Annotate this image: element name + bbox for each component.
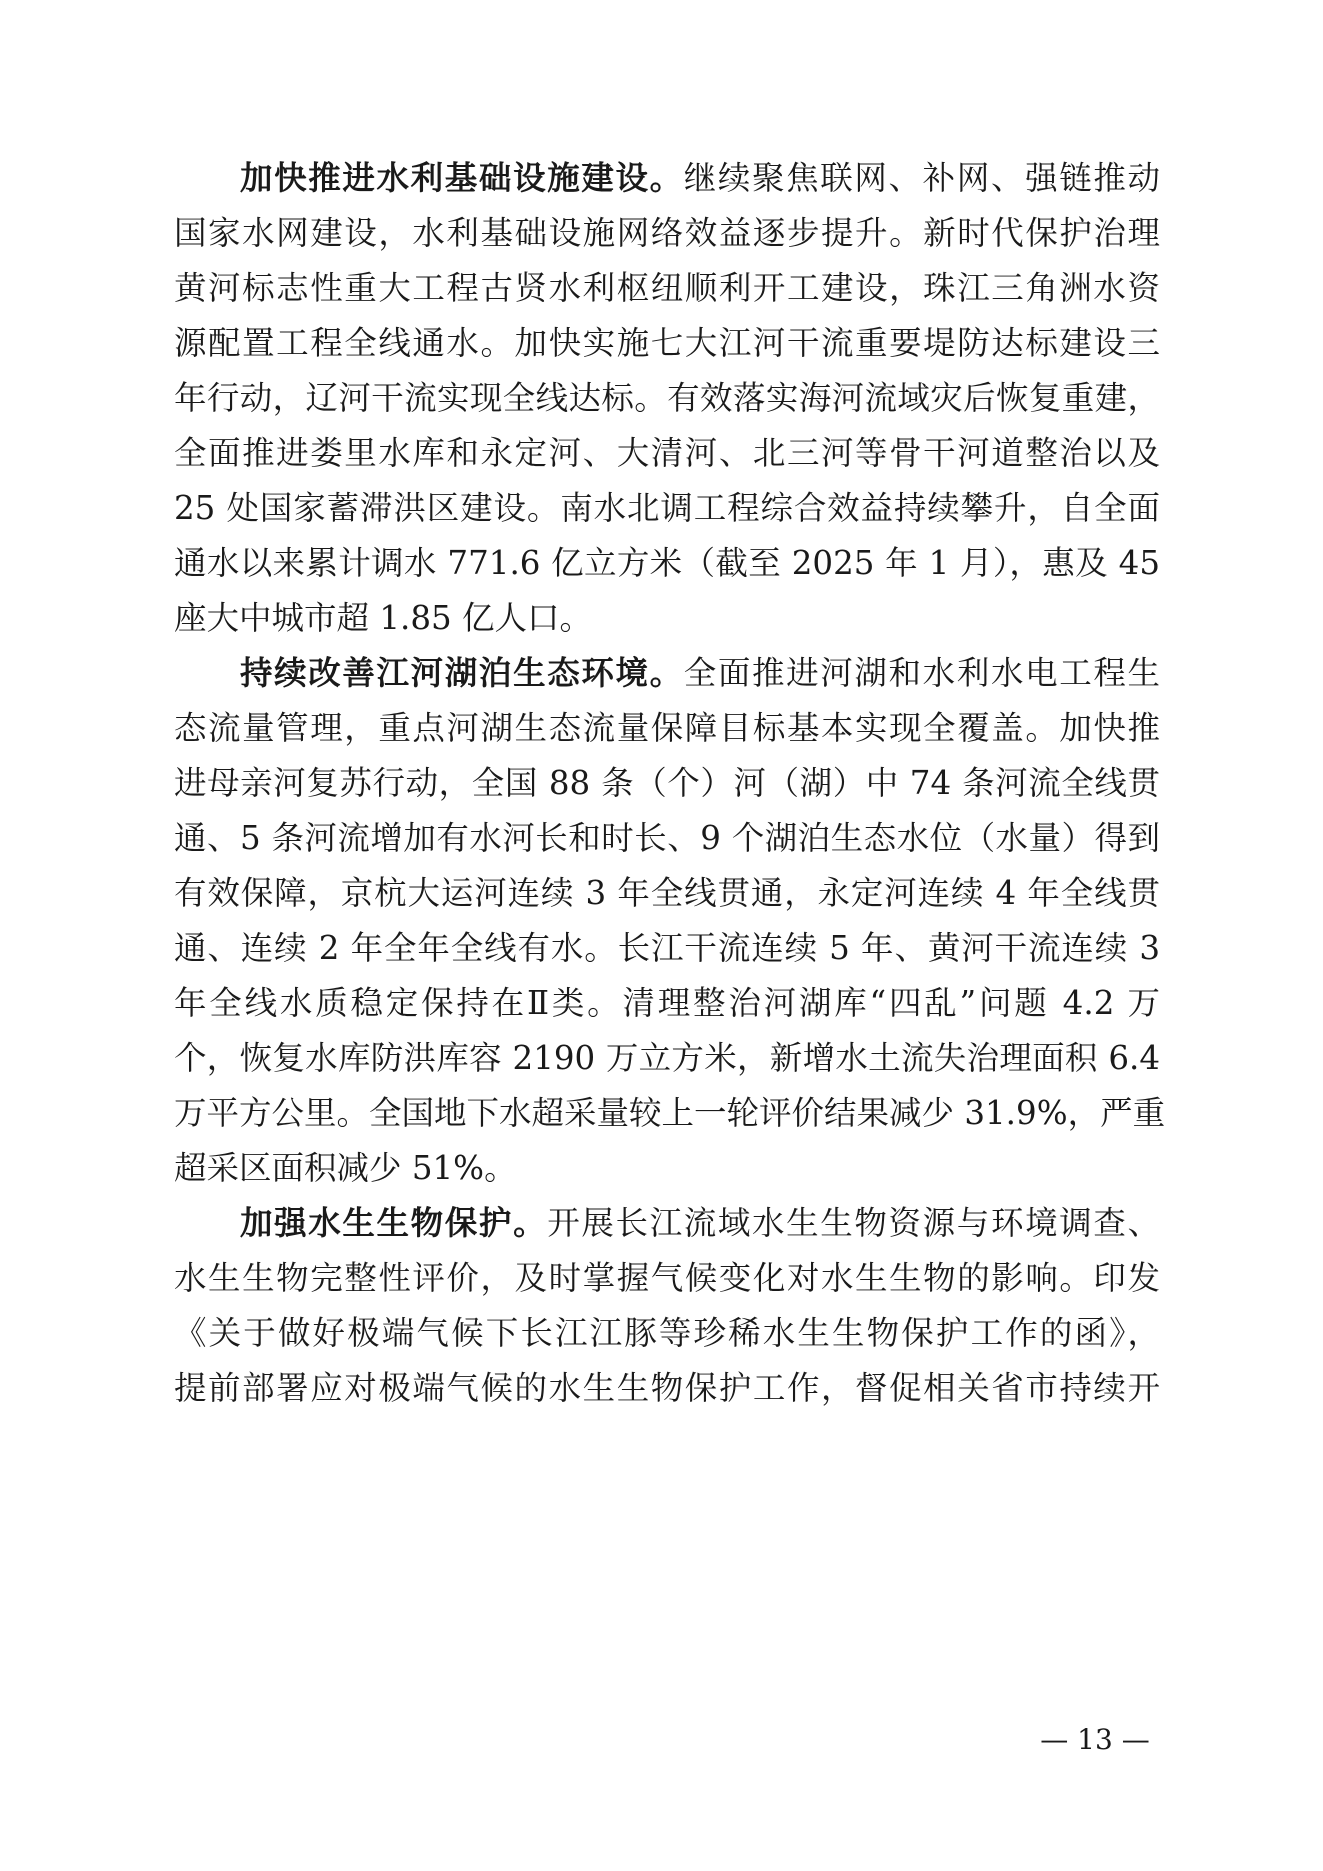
paragraph-2-line-7: 年全线水质稳定保持在Ⅱ类。清理整治河湖库“四乱”问题 4.2 万 [174, 984, 1160, 1022]
paragraph-2-line-2: 态流量管理，重点河湖生态流量保障目标基本实现全覆盖。加快推 [174, 709, 1160, 747]
paragraph-3-line-3: 《关于做好极端气候下长江江豚等珍稀水生生物保护工作的函》， [174, 1314, 1160, 1352]
paragraph-1-heading: 加快推进水利基础设施建设。 [240, 159, 684, 197]
paragraph-2-line-10: 超采区面积减少 51%。 [174, 1149, 517, 1187]
paragraph-1-line-6: 全面推进娄里水库和永定河、大清河、北三河等骨干河道整治以及 [174, 434, 1160, 472]
paragraph-2-line-3: 进母亲河复苏行动，全国 88 条（个）河（湖）中 74 条河流全线贯 [174, 764, 1160, 802]
paragraph-2-line-1 [174, 649, 1160, 697]
paragraph-2-line-8: 个，恢复水库防洪库容 2190 万立方米，新增水土流失治理面积 6.4 [174, 1039, 1160, 1077]
paragraph-3-text: 开展长江流域水生生物资源与环境调查、 [547, 1204, 1160, 1242]
page-number: — 13 — [1040, 1723, 1150, 1756]
paragraph-2-heading: 持续改善江河湖泊生态环境。 [240, 654, 684, 692]
paragraph-2-text: 全面推进河湖和水利水电工程生 [683, 654, 1160, 692]
paragraph-1-line-9: 座大中城市超 1.85 亿人口。 [174, 599, 593, 637]
paragraph-1-line-8: 通水以来累计调水 771.6 亿立方米（截至 2025 年 1 月），惠及 45 [174, 544, 1160, 582]
paragraph-3-line-2: 水生生物完整性评价，及时掌握气候变化对水生生物的影响。印发 [174, 1259, 1160, 1297]
paragraph-1-text: 继续聚焦联网、补网、强链推动 [683, 159, 1160, 197]
paragraph-2-line-5: 有效保障，京杭大运河连续 3 年全线贯通，永定河连续 4 年全线贯 [174, 874, 1160, 912]
paragraph-1-line-3: 黄河标志性重大工程古贤水利枢纽顺利开工建设，珠江三角洲水资 [174, 269, 1160, 307]
paragraph-1-line-4: 源配置工程全线通水。加快实施七大江河干流重要堤防达标建设三 [174, 324, 1160, 362]
paragraph-2-line-6: 通、连续 2 年全年全线有水。长江干流连续 5 年、黄河干流连续 3 [174, 929, 1160, 967]
paragraph-1-line-1 [174, 154, 1160, 202]
paragraph-2-line-4: 通、5 条河流增加有水河长和时长、9 个湖泊生态水位（水量）得到 [174, 819, 1160, 857]
paragraph-1-line-5: 年行动，辽河干流实现全线达标。有效落实海河流域灾后恢复重建， [174, 379, 1160, 417]
paragraph-2-line-9: 万平方公里。全国地下水超采量较上一轮评价结果减少 31.9%，严重 [174, 1094, 1166, 1132]
paragraph-3-line-1 [174, 1199, 1160, 1247]
paragraph-1-line-7: 25 处国家蓄滞洪区建设。南水北调工程综合效益持续攀升，自全面 [174, 489, 1160, 527]
paragraph-3-line-4: 提前部署应对极端气候的水生生物保护工作，督促相关省市持续开 [174, 1369, 1160, 1407]
paragraph-1-line-2: 国家水网建设，水利基础设施网络效益逐步提升。新时代保护治理 [174, 214, 1160, 252]
document-page [174, 0, 1166, 1871]
paragraph-3-heading: 加强水生生物保护。 [240, 1204, 548, 1242]
